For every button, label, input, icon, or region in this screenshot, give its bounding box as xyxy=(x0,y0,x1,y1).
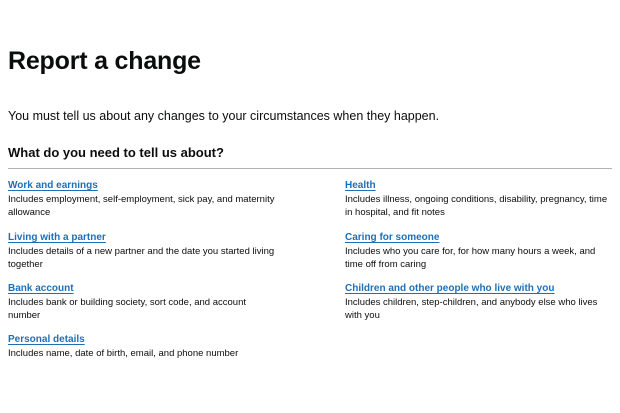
work-and-earnings-description: Includes employment, self-employment, sick pay, and maternity allowance xyxy=(8,194,275,218)
health-description: Includes illness, ongoing conditions, disability, pregnancy, time in hospital, and fit notes xyxy=(345,194,608,218)
topic-personal-details xyxy=(8,332,278,361)
topic-health xyxy=(345,178,615,219)
living-with-a-partner-description: Includes details of a new partner and the date you started living together xyxy=(8,246,275,270)
topic-bank-account xyxy=(8,281,278,322)
health-link[interactable]: Health xyxy=(345,180,376,191)
topic-caring-for-someone xyxy=(345,230,615,271)
living-with-a-partner-link[interactable]: Living with a partner xyxy=(8,232,106,243)
personal-details-description: Includes name, date of birth, email, and phone number xyxy=(8,348,239,359)
bank-account-description: Includes bank or building society, sort code, and account number xyxy=(8,297,246,321)
page-title: Report a change xyxy=(8,47,201,75)
work-and-earnings-link[interactable]: Work and earnings xyxy=(8,180,98,191)
topic-children-and-others xyxy=(345,281,615,322)
children-and-others-link[interactable]: Children and other people who live with you xyxy=(345,283,555,294)
caring-for-someone-description: Includes who you care for, for how many hours a week, and time off from caring xyxy=(345,246,596,270)
topic-work-and-earnings xyxy=(8,178,278,219)
topic-living-with-a-partner xyxy=(8,230,278,271)
section-divider xyxy=(8,168,612,169)
children-and-others-description: Includes children, step-children, and anybody else who lives with you xyxy=(345,297,598,321)
personal-details-link[interactable]: Personal details xyxy=(8,334,85,345)
section-heading: What do you need to tell us about? xyxy=(8,145,224,160)
lead-paragraph: You must tell us about any changes to your circumstances when they happen. xyxy=(8,109,440,123)
bank-account-link[interactable]: Bank account xyxy=(8,283,74,294)
caring-for-someone-link[interactable]: Caring for someone xyxy=(345,232,440,243)
